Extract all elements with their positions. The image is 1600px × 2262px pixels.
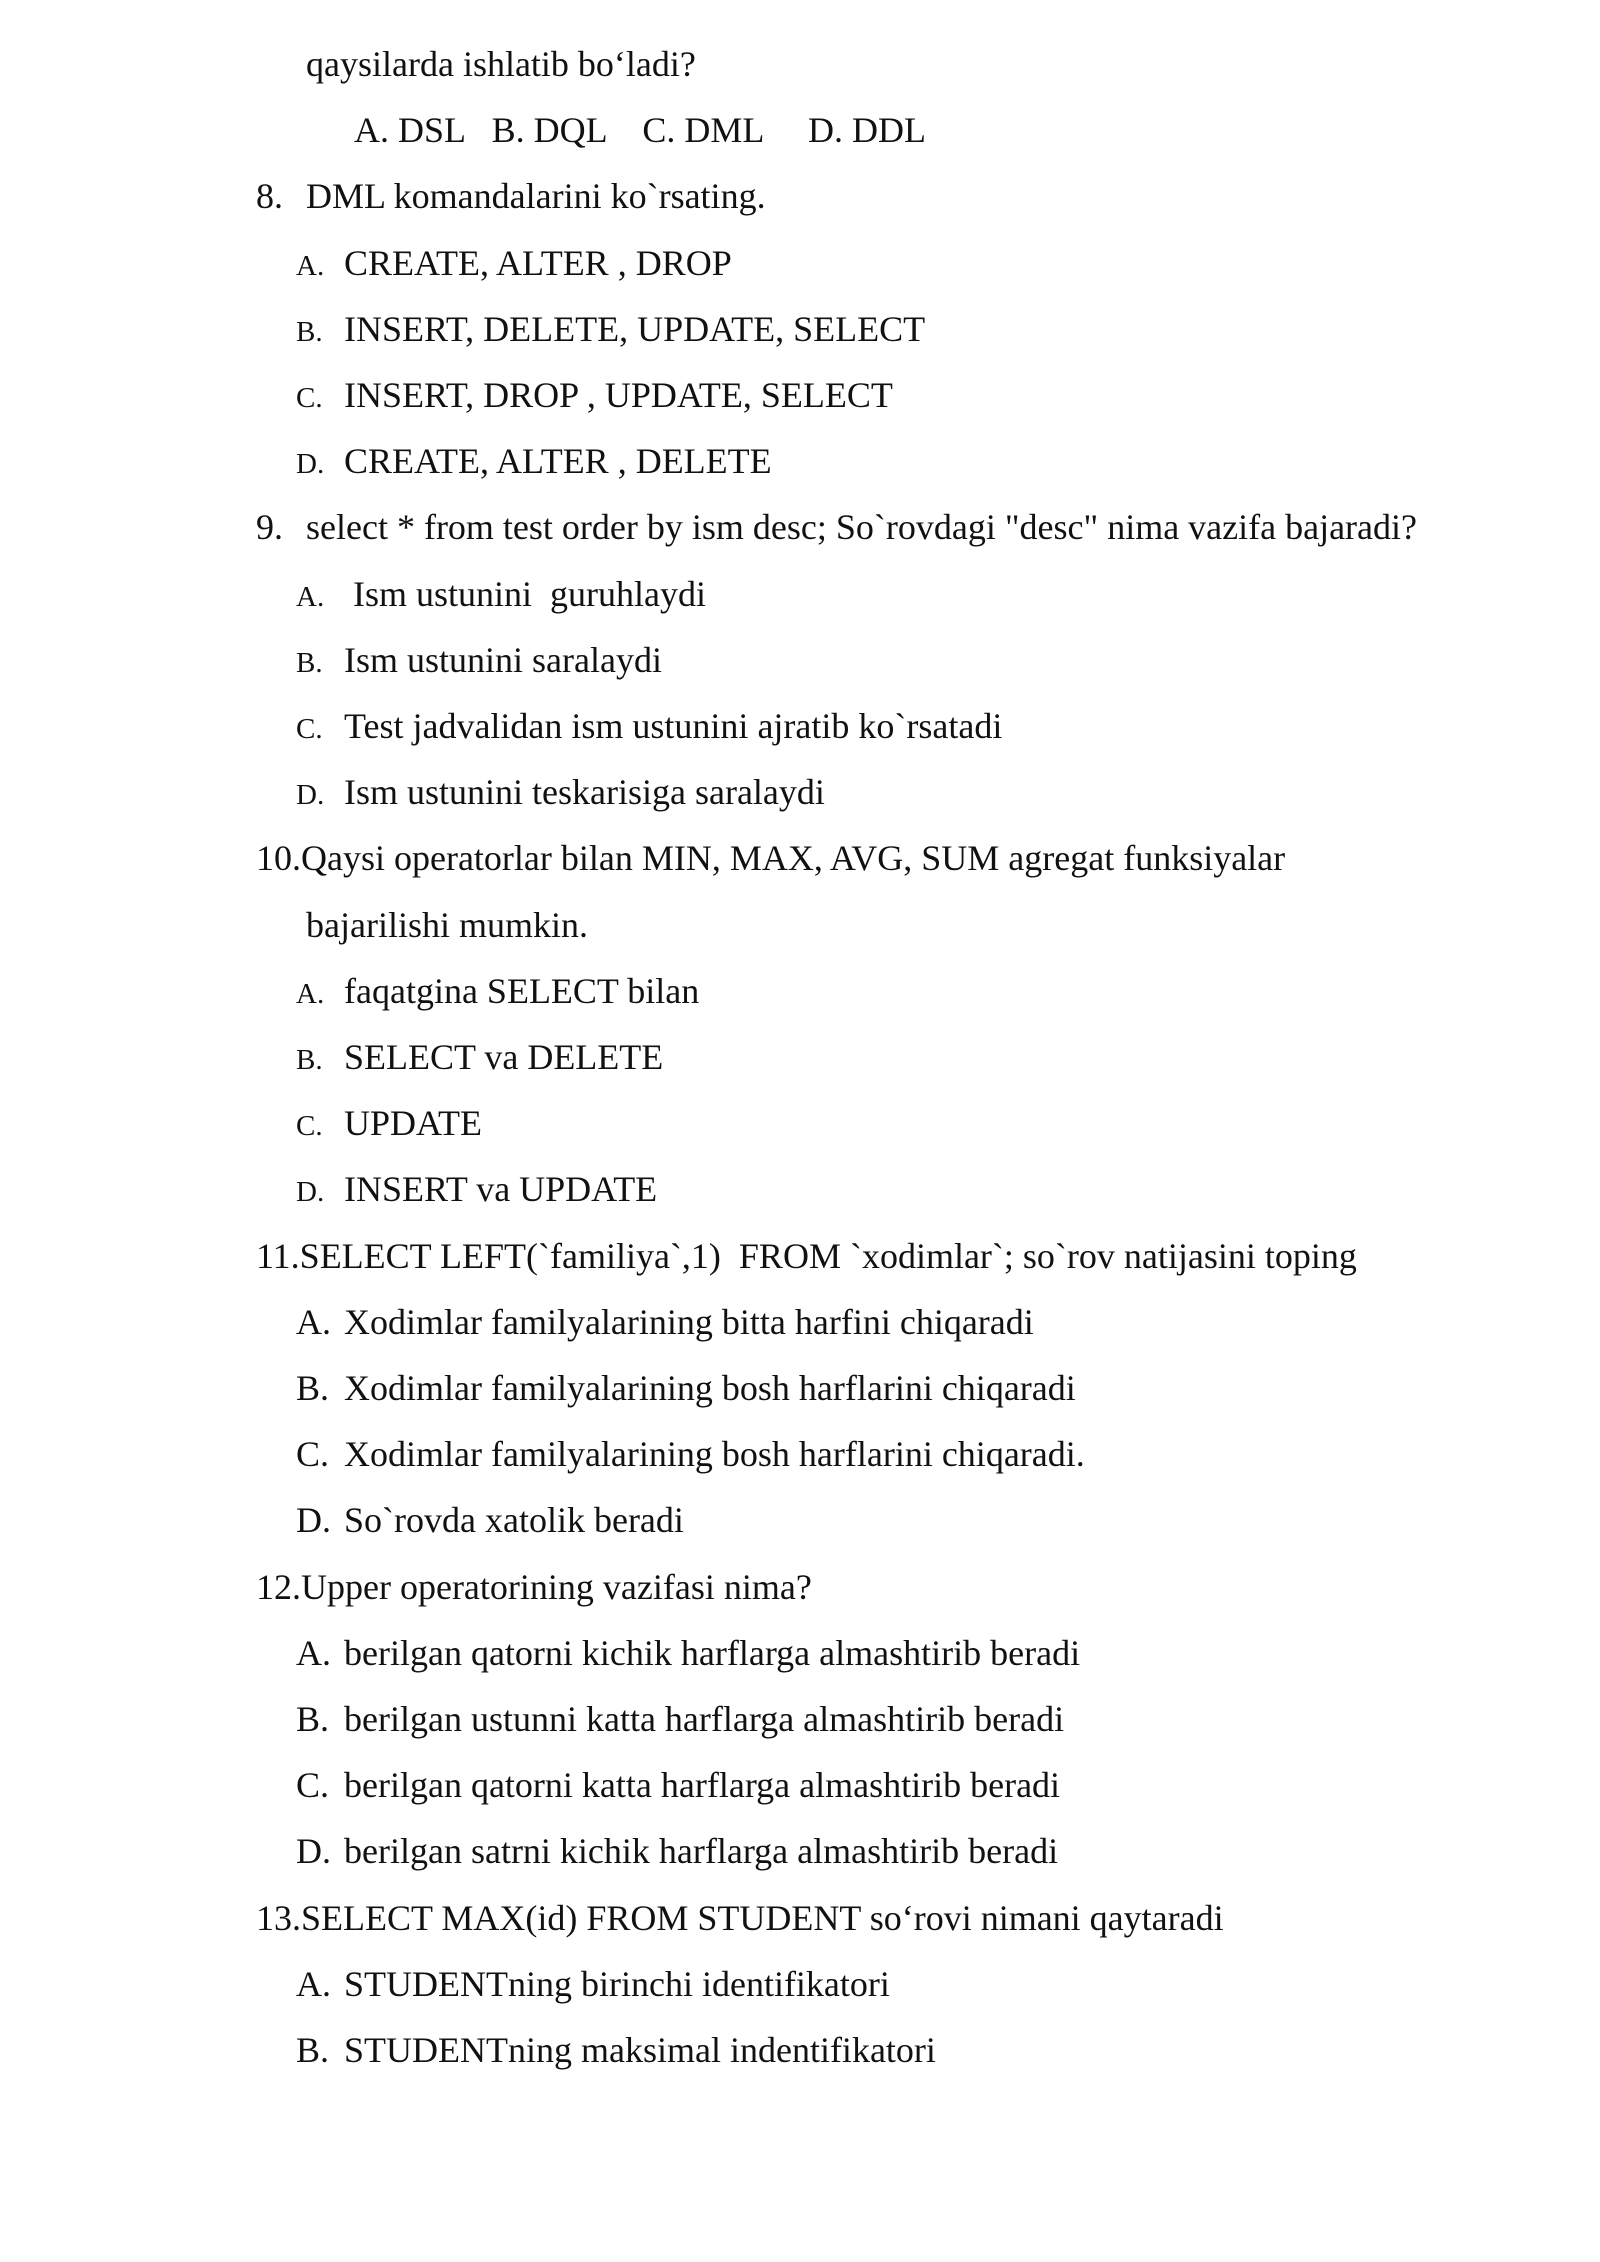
continuation-text: qaysilarda ishlatib bo‘ladi? [306, 44, 696, 84]
option-letter: B. [296, 2030, 330, 2070]
question [256, 838, 1286, 879]
question [256, 507, 1418, 548]
question-text: Qaysi operatorlar bilan MIN, MAX, AVG, SUM agregat funksiyalar [301, 838, 1286, 879]
option-letter: A. [296, 1963, 331, 2004]
question-number: 10. [256, 838, 301, 879]
answer-option [296, 1370, 1076, 1406]
option-letter: C. [296, 1765, 330, 1806]
answer-option [296, 441, 772, 482]
option-text: berilgan qatorni katta harflarga almashtirib beradi [344, 1765, 1061, 1806]
option-letter: B. [296, 1044, 323, 1076]
option-text: Ism ustunini teskarisiga saralaydi [344, 772, 825, 813]
option-letter: A. [296, 580, 325, 613]
answer-option [296, 1831, 1059, 1872]
answer-option [296, 1103, 483, 1144]
option-letter: A. [296, 1301, 331, 1342]
option-letter: C. [296, 1434, 330, 1475]
inline-options: A. DSL B. DQL C. DML D. DDL [354, 110, 926, 151]
answer-option [296, 1500, 684, 1541]
question [256, 176, 766, 217]
answer-option [296, 377, 893, 413]
option-text: berilgan satrni kichik harflarga almashtirib beradi [344, 1831, 1059, 1872]
answer-option [296, 772, 825, 813]
question-number: 8. [256, 176, 283, 217]
continuation-text: bajarilishi mumkin. [306, 904, 588, 945]
option-text: CREATE, ALTER , DELETE [344, 441, 772, 482]
option-letter: B. [296, 1699, 330, 1739]
answer-option [296, 708, 1002, 744]
option-text: INSERT va UPDATE [344, 1169, 658, 1210]
option-letter: C. [296, 713, 323, 745]
option-letter: D. [296, 1831, 331, 1872]
question [256, 1566, 812, 1607]
option-letter: D. [296, 1176, 325, 1209]
question-text: Upper operatorining vazifasi nima? [301, 1566, 812, 1607]
option-text: So`rovda xatolik beradi [344, 1500, 684, 1541]
question-number: 12. [256, 1566, 301, 1607]
answer-option [296, 573, 706, 614]
option-text: faqatgina SELECT bilan [344, 970, 700, 1011]
question-text: select * from test order by ism desc; So`rovdagi "desc" nima vazifa bajaradi? [306, 507, 1418, 548]
answer-option [296, 1963, 890, 2004]
answer-option [296, 1632, 1081, 1673]
answer-option [296, 970, 700, 1011]
option-text: SELECT va DELETE [344, 1037, 664, 1077]
question-text: SELECT LEFT(`familiya`,1) FROM `xodimlar`; so`rov natijasini toping [299, 1235, 1357, 1276]
option-text: Xodimlar familyalarining bosh harflarini chiqaradi [344, 1368, 1076, 1408]
answer-option [296, 639, 662, 680]
answer-option [296, 2032, 936, 2068]
question-text: DML komandalarini ko`rsating. [306, 176, 766, 217]
option-text: CREATE, ALTER , DROP [344, 242, 732, 283]
option-letter: A. [296, 977, 325, 1010]
question-number: 11. [256, 1235, 300, 1276]
option-text: INSERT, DELETE, UPDATE, SELECT [344, 308, 926, 349]
option-text: Ism ustunini guruhlaydi [344, 573, 706, 614]
option-text: Test jadvalidan ism ustunini ajratib ko`rsatadi [344, 706, 1003, 746]
answer-option [296, 308, 926, 349]
option-letter: B. [296, 646, 323, 679]
option-text: INSERT, DROP , UPDATE, SELECT [344, 375, 893, 415]
question-number: 9. [256, 507, 283, 548]
option-letter: C. [296, 1110, 323, 1143]
answer-option [296, 1169, 658, 1210]
answer-option [296, 242, 732, 283]
option-letter: A. [296, 1632, 331, 1673]
option-letter: D. [296, 1500, 331, 1541]
answer-option [296, 1765, 1061, 1806]
answer-option [296, 1039, 663, 1075]
answer-option [296, 1434, 1085, 1475]
option-text: berilgan qatorni kichik harflarga almashtirib beradi [344, 1632, 1081, 1673]
option-text: Xodimlar familyalarining bosh harflarini chiqaradi. [344, 1434, 1085, 1475]
option-text: UPDATE [344, 1103, 483, 1144]
option-letter: B. [296, 315, 323, 348]
option-letter: B. [296, 1368, 330, 1408]
option-letter: A. [296, 249, 325, 282]
question-number: 13. [256, 1897, 301, 1938]
option-text: berilgan ustunni katta harflarga almashtirib beradi [344, 1699, 1065, 1739]
option-letter: D. [296, 779, 325, 812]
option-letter: D. [296, 448, 325, 481]
option-text: Ism ustunini saralaydi [344, 639, 662, 680]
option-text: Xodimlar familyalarining bitta harfini chiqaradi [344, 1301, 1034, 1342]
question [256, 1235, 1357, 1276]
answer-option [296, 1701, 1064, 1737]
option-letter: C. [296, 382, 323, 414]
answer-option [296, 1301, 1034, 1342]
question-text: SELECT MAX(id) FROM STUDENT so‘rovi nimani qaytaradi [301, 1897, 1224, 1938]
question [256, 1897, 1224, 1938]
option-text: STUDENTning birinchi identifikatori [344, 1963, 890, 2004]
option-text: STUDENTning maksimal indentifikatori [344, 2030, 936, 2070]
